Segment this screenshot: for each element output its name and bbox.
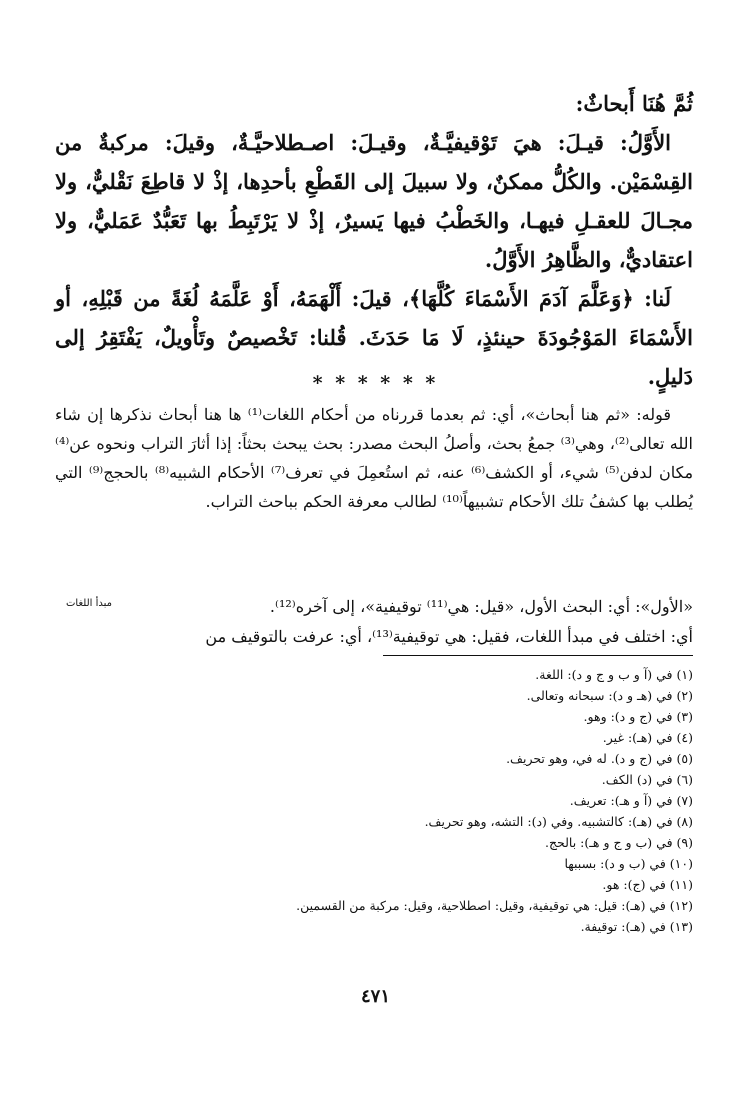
footnote: (١٢) في (هـ): قيل: هي توقيفية، وقيل: اصطلاحية، وقيل: مركبة من القسمين. — [296, 898, 693, 913]
footnote: (١٣) في (هـ): توقيفة. — [580, 919, 693, 934]
footnote-divider — [383, 655, 693, 656]
main-text — [55, 84, 693, 396]
commentary-paragraph: قوله: «ثم هنا أبحاث»، أي: ثم بعدما قررناه من أحكام اللغات⁽¹⁾ ها هنا أبحاث نذكرها إن شاء الله تعالى⁽²⁾، وهي⁽³⁾ جمعُ بحث، وأصلُ البحث مصدر: بحث يبحث بحثاً: إذا أثارَ التراب ونحوه عن⁽⁴⁾ مكان لدفن⁽⁵⁾ شيء، أو الكشف⁽⁶⁾ عنه، ثم استُعمِلَ في تعرف⁽⁷⁾ الأحكام الشبيه⁽⁸⁾ بالحجج⁽⁹⁾ التي يُطلب بها كشفُ تلك الأحكام تشبيهاً⁽¹⁰⁾ لطالب معرفة الحكم بباحث التراب. — [55, 405, 694, 511]
main-heading: ثُمَّ هُنَا أَبحاثٌ: — [575, 91, 693, 116]
topic-line-1: «الأول»: أي: البحث الأول، «قيل: هي⁽¹¹⁾ توقيفية»، إلى آخره⁽¹²⁾. — [269, 597, 693, 616]
topic-line-2: أي: اختلف في مبدأ اللغات، فقيل: هي توقيفية⁽¹³⁾، أي: عرفت بالتوقيف من — [205, 627, 693, 646]
footnote: (٦) في (د) الكف. — [601, 772, 693, 787]
footnote: (٩) في (ب و ج و هـ): بالحج. — [544, 835, 693, 850]
footnote: (١٠) في (ب و د): بسببها — [564, 856, 693, 871]
margin-note: مبدأ اللغات — [66, 598, 113, 609]
page-number: ٤٧١ — [360, 986, 390, 1007]
main-paragraph-1: الأَوَّلُ: قيـلَ: هيَ تَوْقيفيَّـةٌ، وقيـلَ: اصـطلاحيَّـةٌ، وقيلَ: مركبةٌ من القِسْمَيْن. والكُلُّ ممكنٌ، ولا سبيلَ إلى القَطْعِ بأحدِها، إذْ لا قاطِعَ نَقْليٌّ، ولا مجـالَ للعقـلِ فيهـا، والخَطْبُ فيها يَسيرٌ، إذْ لا يَرْتَبِطُ بها تَعَبُّدٌ عَمَليٌّ، ولا اعتقاديٌّ، والظَّاهِرُ الأَوَّلُ. — [55, 130, 693, 272]
footnote: (٥) في (ج و د). له في، وهو تحريف. — [506, 751, 693, 766]
section-separator: * * * * * * — [312, 372, 439, 394]
footnote: (١١) في (ج): هو. — [602, 877, 693, 892]
footnotes — [55, 664, 693, 937]
footnote: (٣) في (ج و د): وهو. — [583, 709, 693, 724]
footnote: (٤) في (هـ): غير. — [602, 730, 693, 745]
footnote: (٢) في (هـ و د): سبحانه وتعالى. — [526, 688, 693, 703]
first-topic — [55, 592, 693, 652]
main-paragraph-2: لَنا: ﴿وَعَلَّمَ آدَمَ الأَسْمَاءَ كُلَّهَا﴾، قيلَ: أَلْهَمَهُ، أَوْ عَلَّمَهُ لُغَةً من قَبْلِهِ، أو الأَسْمَاءَ المَوْجُودَةَ حينئذٍ، لَا مَا حَدَثَ. قُلنا: تَخْصيصٌ وتَأْويلٌ، يَفْتَقِرُ إلى دَليلٍ. — [55, 286, 693, 389]
footnote: (١) في (آ و ب و ج و د): اللغة. — [535, 667, 693, 682]
footnote: (٨) في (هـ): كالتشبيه. وفي (د): التشه، وهو تحريف. — [424, 814, 693, 829]
footnote: (٧) في (آ و هـ): تعريف. — [569, 793, 693, 808]
commentary — [55, 400, 693, 516]
